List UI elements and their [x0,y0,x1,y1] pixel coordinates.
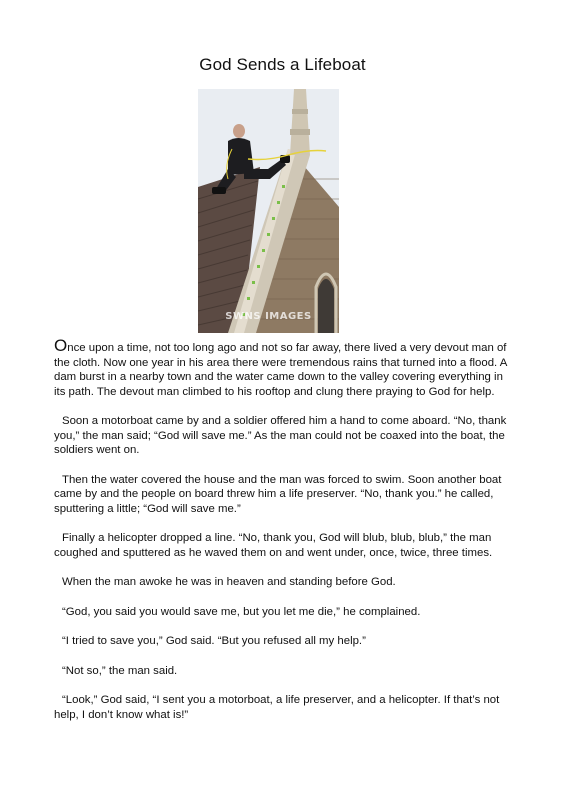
story-paragraph [54,336,516,399]
drop-cap-letter: O [54,336,68,355]
story-paragraph: “God, you said you would save me, but you let me die,” he complained. [62,605,421,618]
story-paragraph: Finally a helicopter dropped a line. “No, thank you, God will blub, blub, blub,” the man coughed and sputtered as he waved them on and went under, once, twice, three times. [54,532,493,559]
story-paragraph: “I tried to save you,” God said. “But you refused all my help.” [62,635,366,647]
paragraph-text: nce upon a time, not too long ago and not so far away, there lived a very devout man of the cloth. Now one year in his area there were tremendous rains that turned into a flood. A dam burst in a nearby town and the water came down to the valley covering everything in its path. The devout man climbed to his rooftop and clung there praying to God for help. [54,342,507,398]
story-body [54,336,516,737]
story-paragraph: Then the water covered the house and the man was forced to swim. Soon another boat came by and the people on board threw him a life preserver. “No, thank you.” he called, sputtering a little; “God will save me.” [54,473,502,515]
story-paragraph: “Not so,” the man said. [62,664,178,677]
man-on-church-roof-photo [198,89,339,333]
story-paragraph: “Look,” God said, “I sent you a motorboat, a life preserver, and a helicopter. If that’s not help, I don’t know what is!” [54,694,500,721]
page-title: God Sends a Lifeboat [199,55,366,74]
photo-watermark: SWNS IMAGES [225,311,312,322]
story-paragraph: When the man awoke he was in heaven and standing before God. [62,576,396,588]
story-paragraph: Soon a motorboat came by and a soldier offered him a hand to come aboard. “No, thank you,” the man said; “God will save me.” As the man could not be coaxed into the boat, the soldiers went on. [54,415,507,456]
